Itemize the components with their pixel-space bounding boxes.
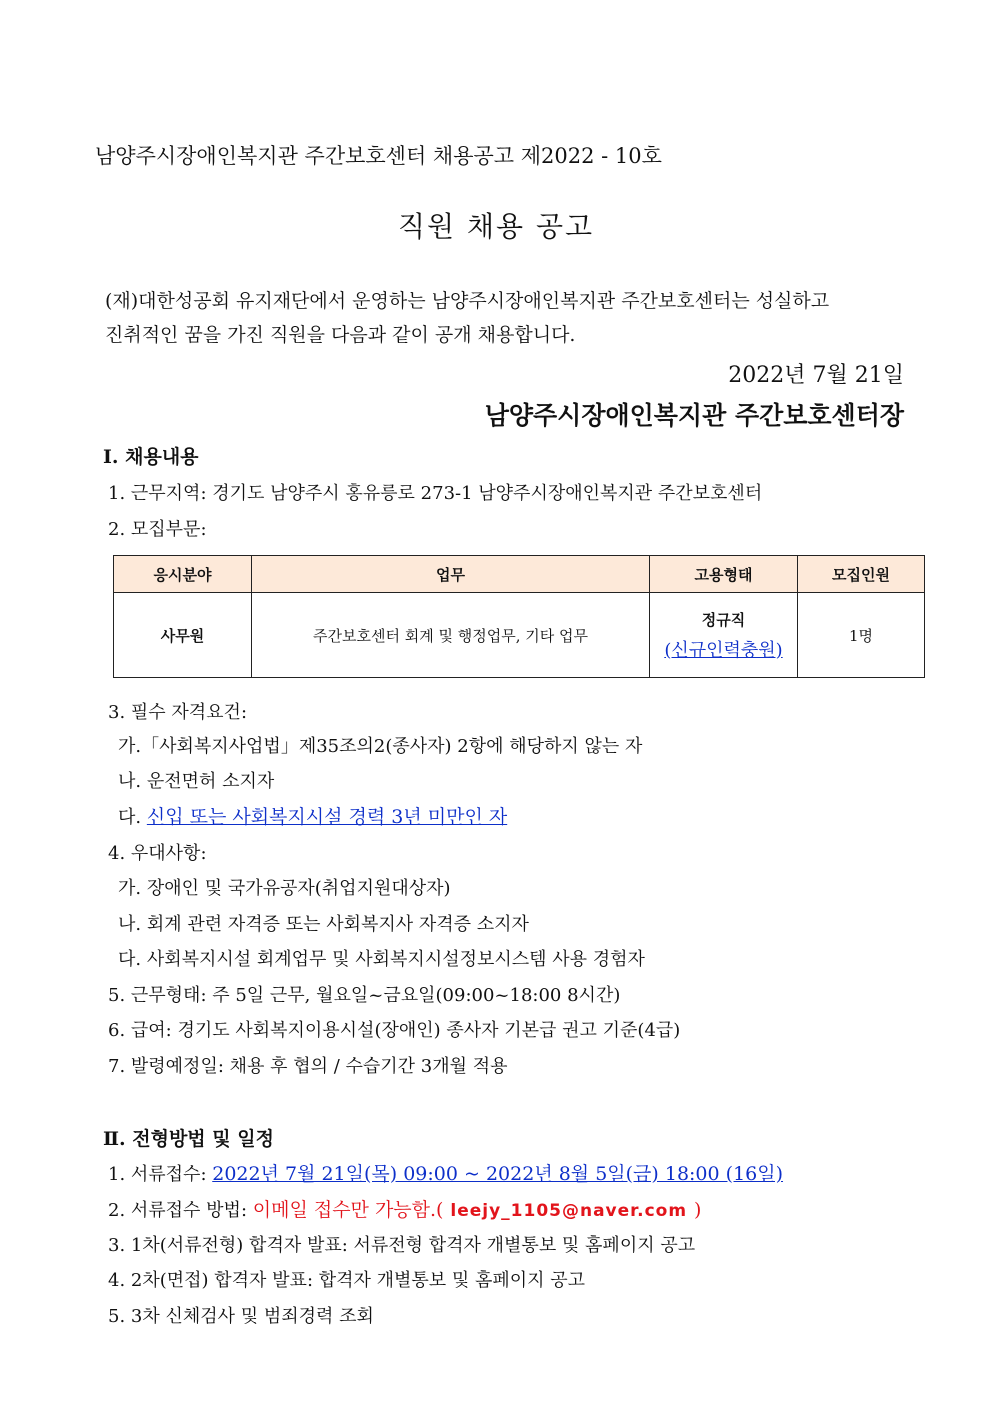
requirement-2: 나. 운전면허 소지자 — [118, 771, 275, 792]
notice-number: 남양주시장애인복지관 주간보호센터 채용공고 제2022 - 10호 — [95, 144, 662, 168]
step-3: 3. 1차(서류전형) 합격자 발표: 서류전형 합격자 개별통보 및 홈페이지 공고 — [108, 1235, 696, 1256]
requirement-3-prefix: 다. — [118, 807, 147, 828]
header-count: 모집인원 — [798, 556, 925, 593]
doc-receipt — [108, 1159, 783, 1186]
requirement-1: 가.「사회복지사업법」제35조의2(종사자) 2항에 해당하지 않는 자 — [118, 736, 643, 757]
doc-receipt-period: 2022년 7월 21일(목) 09:00 ~ 2022년 8월 5일(금) 18:00 (16일) — [212, 1163, 784, 1185]
section1-heading: Ⅰ. 채용내용 — [103, 446, 199, 468]
intro-line-2: 진취적인 꿈을 가진 직원을 다음과 같이 공개 채용합니다. — [105, 324, 576, 346]
doc-method-text: 이메일 접수만 가능함.( — [252, 1199, 444, 1221]
section2-heading: Ⅱ. 전형방법 및 일정 — [103, 1128, 274, 1150]
cell-field: 사무원 — [114, 593, 252, 678]
preference-3: 다. 사회복지시설 회계업무 및 사회복지시설정보시스템 사용 경험자 — [118, 949, 645, 970]
notice-date: 2022년 7월 21일 — [728, 363, 904, 388]
header-employment-type: 고용형태 — [650, 556, 798, 593]
cell-employment-type — [650, 593, 798, 678]
header-field: 응시분야 — [114, 556, 252, 593]
email-address: leejy_1105@naver.com — [443, 1201, 694, 1221]
cell-duty: 주간보호센터 회계 및 행정업무, 기타 업무 — [252, 593, 650, 678]
preferences-label: 4. 우대사항: — [108, 843, 207, 864]
step-4: 4. 2차(면접) 합격자 발표: 합격자 개별통보 및 홈페이지 공고 — [108, 1270, 586, 1291]
employment-type: 정규직 — [701, 610, 746, 629]
page-title: 직원 채용 공고 — [397, 210, 595, 243]
employment-note: (신규인력충원) — [664, 639, 783, 661]
appointment: 7. 발령예정일: 채용 후 협의 / 수습기간 3개월 적용 — [108, 1056, 508, 1077]
doc-method — [108, 1195, 701, 1222]
step-5: 5. 3차 신체검사 및 범죄경력 조회 — [108, 1306, 374, 1327]
salary: 6. 급여: 경기도 사회복지이용시설(장애인) 종사자 기본급 권고 기준(4급) — [108, 1020, 681, 1041]
preference-2: 나. 회계 관련 자격증 또는 사회복지사 자격증 소지자 — [118, 914, 529, 935]
preference-1: 가. 장애인 및 국가유공자(취업지원대상자) — [118, 878, 451, 899]
positions-table — [113, 555, 925, 678]
intro-line-1: (재)대한성공회 유지재단에서 운영하는 남양주시장애인복지관 주간보호센터는 성실하고 — [105, 290, 830, 312]
positions-label: 2. 모집부문: — [108, 519, 207, 540]
doc-method-label: 2. 서류접수 방법: — [108, 1200, 253, 1221]
work-area: 1. 근무지역: 경기도 남양주시 홍유릉로 273-1 남양주시장애인복지관 주간보호센터 — [108, 483, 763, 504]
signer: 남양주시장애인복지관 주간보호센터장 — [484, 401, 904, 430]
requirements-label: 3. 필수 자격요건: — [108, 702, 248, 723]
doc-method-close: ) — [693, 1199, 702, 1221]
table-row — [114, 593, 925, 678]
requirement-3 — [118, 802, 507, 829]
table-header-row — [114, 556, 925, 593]
work-type: 5. 근무형태: 주 5일 근무, 월요일~금요일(09:00~18:00 8시간) — [108, 985, 621, 1006]
doc-receipt-label: 1. 서류접수: — [108, 1164, 213, 1185]
header-duty: 업무 — [252, 556, 650, 593]
requirement-3-text: 신입 또는 사회복지시설 경력 3년 미만인 자 — [146, 806, 508, 828]
cell-count: 1명 — [798, 593, 925, 678]
